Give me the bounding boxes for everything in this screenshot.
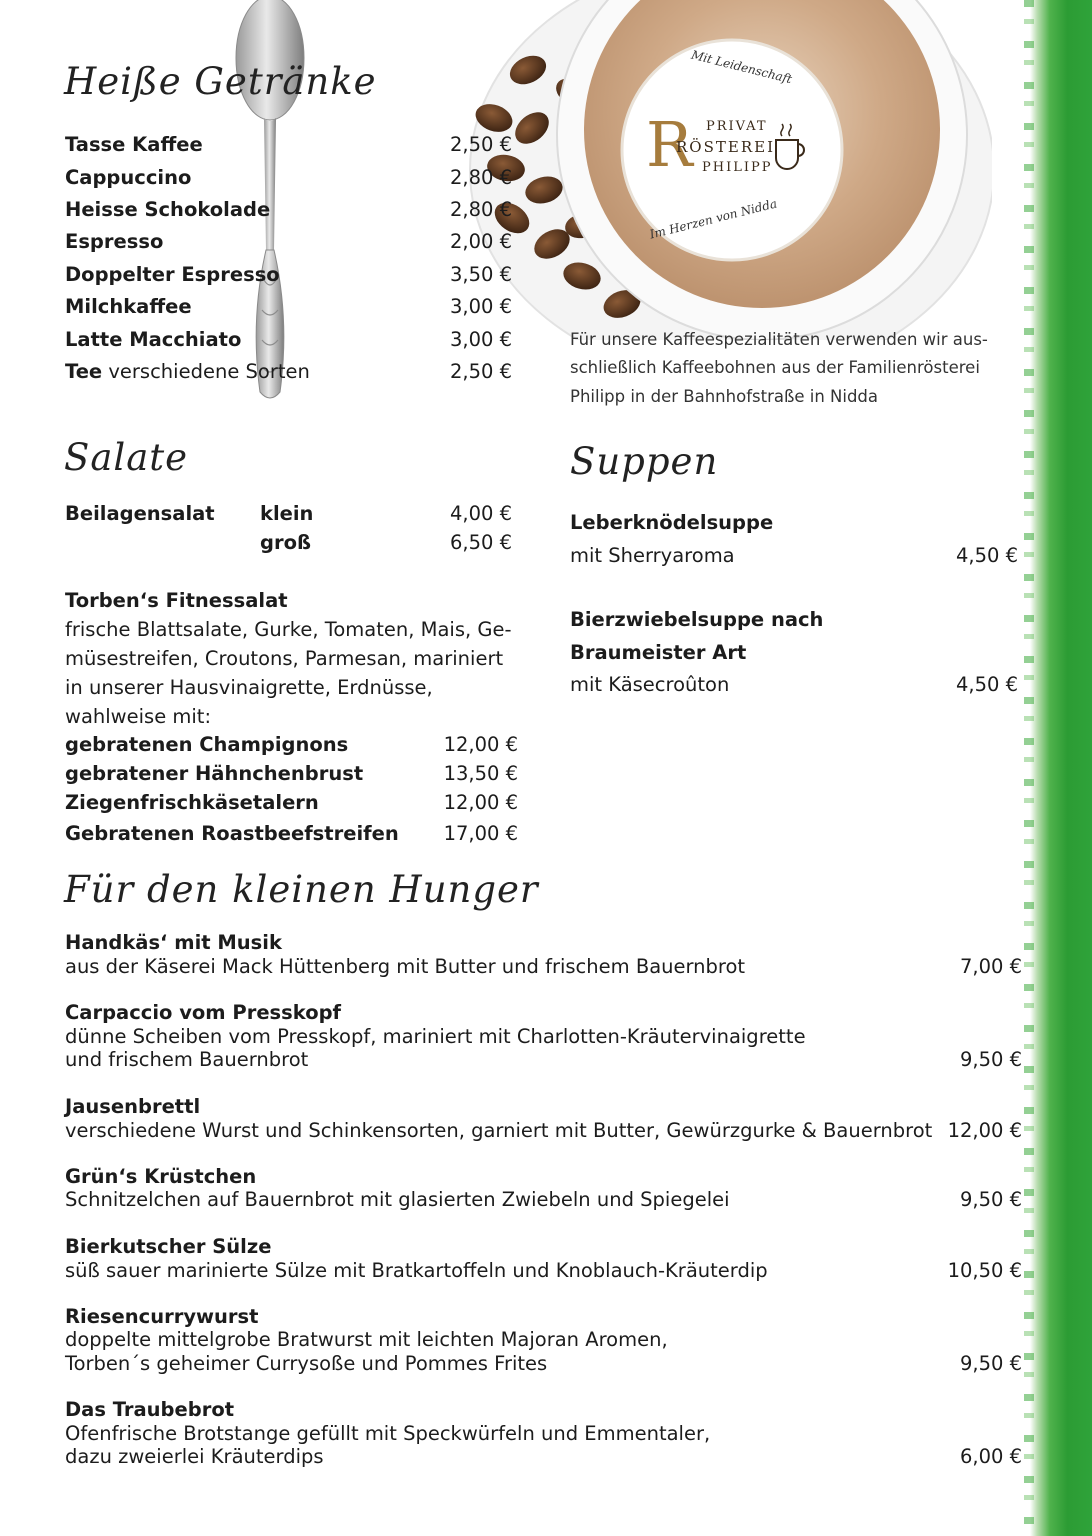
description-line: in unserer Hausvinaigrette, Erdnüsse, — [65, 676, 433, 699]
menu-item-name: Tasse Kaffee — [65, 133, 203, 156]
snack-description: dazu zweierlei Kräuterdips — [65, 1445, 324, 1468]
snack-price: 6,00 € — [959, 1445, 1022, 1468]
soup-description: mit Sherryaroma — [570, 544, 735, 567]
soups-heading: Suppen — [570, 440, 719, 483]
snack-name: Das Traubebrot — [65, 1398, 235, 1421]
menu-item-name: Heisse Schokolade — [65, 198, 271, 221]
green-brush-edge — [1024, 0, 1034, 1536]
description-line: müsestreifen, Croutons, Parmesan, mariniert — [65, 647, 504, 670]
coffee-note-line: schließlich Kaffeebohnen aus der Familienrösterei — [570, 358, 980, 377]
menu-item-price: 3,00 € — [449, 295, 512, 318]
description-line: frische Blattsalate, Gurke, Tomaten, Mais, Ge- — [65, 618, 512, 641]
soup-name: Bierzwiebelsuppe nach — [570, 608, 824, 631]
side-salad-large-label: groß — [260, 531, 311, 554]
logo-arc-bottom: Im Herzen von Nidda — [648, 196, 779, 242]
logo-line-philipp: PHILIPP — [702, 160, 773, 175]
soup-price: 4,50 € — [955, 544, 1018, 567]
menu-item-price: 2,80 € — [449, 198, 512, 221]
menu-item-tea — [65, 360, 310, 383]
option-name: gebratener Hähnchenbrust — [65, 762, 364, 785]
menu-item-name: Tee — [65, 360, 103, 383]
menu-item-price: 2,50 € — [449, 360, 512, 383]
soup-description: mit Käsecroûton — [570, 673, 730, 696]
side-salad-name: Beilagensalat — [65, 502, 215, 525]
menu-item-name: Latte Macchiato — [65, 328, 242, 351]
option-name: Gebratenen Roastbeefstreifen — [65, 822, 399, 845]
snack-description: Ofenfrische Brotstange gefüllt mit Speckwürfeln und Emmentaler, — [65, 1422, 711, 1445]
snack-name: Riesencurrywurst — [65, 1305, 259, 1328]
snack-description: doppelte mittelgrobe Bratwurst mit leichten Majoran Aromen, — [65, 1328, 668, 1351]
coffee-note-line: Für unsere Kaffeespezialitäten verwenden wir aus- — [570, 330, 988, 349]
option-price: 13,50 € — [443, 762, 518, 785]
option-price: 12,00 € — [443, 733, 518, 756]
snack-price: 10,50 € — [947, 1259, 1022, 1282]
snack-price: 9,50 € — [959, 1048, 1022, 1071]
option-name: gebratenen Champignons — [65, 733, 349, 756]
soup-name: Leberknödelsuppe — [570, 511, 774, 534]
menu-item-price: 3,50 € — [449, 263, 512, 286]
snack-name: Bierkutscher Sülze — [65, 1235, 272, 1258]
side-salad-small-label: klein — [260, 502, 314, 525]
snacks-heading: Für den kleinen Hunger — [64, 868, 539, 911]
menu-item-price: 2,00 € — [449, 230, 512, 253]
menu-item-price: 2,50 € — [449, 133, 512, 156]
option-price: 12,00 € — [443, 791, 518, 814]
snack-description: dünne Scheiben vom Presskopf, mariniert mit Charlotten-Kräutervinaigrette — [65, 1025, 806, 1048]
description-line: wahlweise mit: — [65, 705, 212, 728]
snack-price: 9,50 € — [959, 1188, 1022, 1211]
snack-description: und frischem Bauernbrot — [65, 1048, 309, 1071]
soup-price: 4,50 € — [955, 673, 1018, 696]
snack-description: Torben´s geheimer Currysoße und Pommes Frites — [65, 1352, 548, 1375]
snack-name: Handkäs‘ mit Musik — [65, 931, 282, 954]
menu-item-name: Milchkaffee — [65, 295, 192, 318]
soup-name: Braumeister Art — [570, 641, 747, 664]
menu-item-name: Doppelter Espresso — [65, 263, 280, 286]
menu-item-price: 3,00 € — [449, 328, 512, 351]
snack-price: 7,00 € — [959, 955, 1022, 978]
coffee-note-line: Philipp in der Bahnhofstraße in Nidda — [570, 387, 879, 406]
snack-description: aus der Käserei Mack Hüttenberg mit Butter und frischem Bauernbrot — [65, 955, 746, 978]
snack-price: 9,50 € — [959, 1352, 1022, 1375]
snack-name: Carpaccio vom Presskopf — [65, 1001, 342, 1024]
option-name: Ziegenfrischkäsetalern — [65, 791, 319, 814]
snack-price: 12,00 € — [947, 1119, 1022, 1142]
fitness-salad-name: Torben‘s Fitnessalat — [65, 589, 288, 612]
salads-heading: Salate — [64, 436, 189, 479]
menu-item-name: Cappuccino — [65, 166, 192, 189]
menu-item-price: 2,80 € — [449, 166, 512, 189]
snack-description: süß sauer marinierte Sülze mit Bratkartoffeln und Knoblauch-Kräuterdip — [65, 1259, 768, 1282]
side-salad-small-price: 4,00 € — [449, 502, 512, 525]
option-price: 17,00 € — [443, 822, 518, 845]
green-brush-border — [1030, 0, 1092, 1536]
snack-description: Schnitzelchen auf Bauernbrot mit glasierten Zwiebeln und Spiegelei — [65, 1188, 730, 1211]
hot-drinks-heading: Heiße Getränke — [64, 60, 377, 103]
side-salad-large-price: 6,50 € — [449, 531, 512, 554]
menu-item-detail: verschiedene Sorten — [108, 360, 310, 383]
logo-line-roesterei: RÖSTEREI — [676, 138, 775, 156]
snack-name: Jausenbrettl — [65, 1095, 201, 1118]
snack-description: verschiedene Wurst und Schinkensorten, garniert mit Butter, Gewürzgurke & Bauernbrot — [65, 1119, 933, 1142]
menu-item-name: Espresso — [65, 230, 164, 253]
logo-monogram: R — [646, 108, 693, 181]
coffee-cup-icon — [770, 120, 810, 176]
snack-name: Grün‘s Krüstchen — [65, 1165, 257, 1188]
logo-arc-top: Mit Leidenschaft — [689, 47, 794, 87]
logo-line-privat: PRIVAT — [706, 119, 768, 134]
